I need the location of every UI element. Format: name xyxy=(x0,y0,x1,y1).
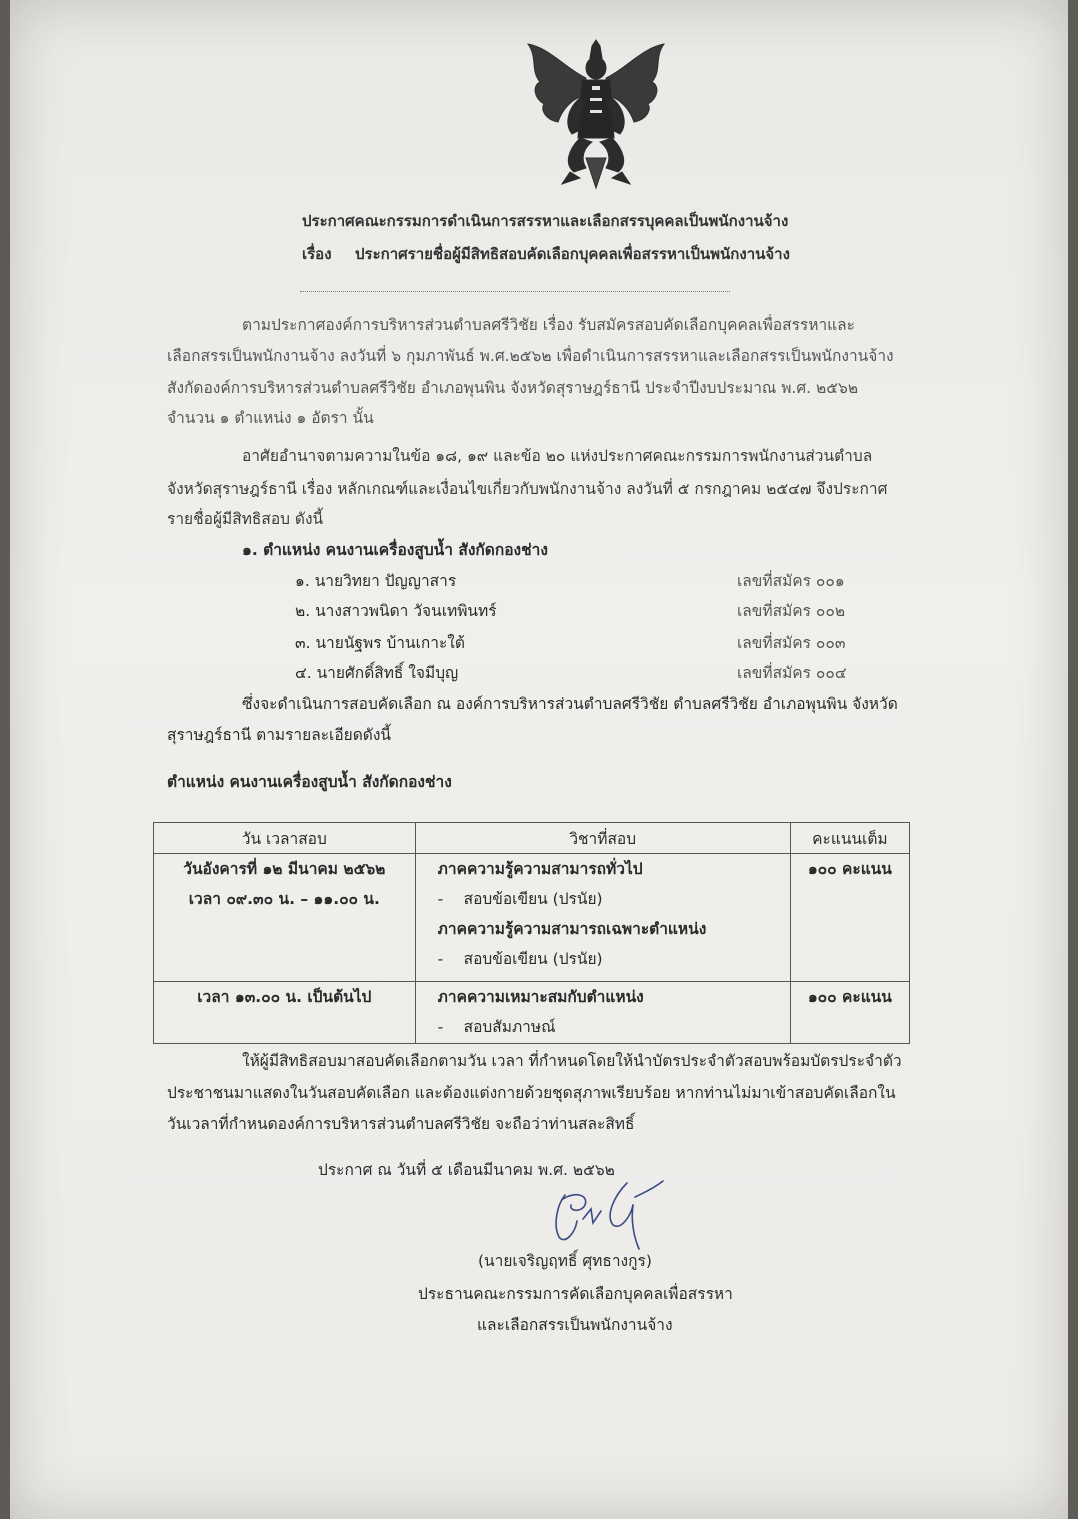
candidate-name: ๓. นายนัฐพร บ้านเกาะใต้ xyxy=(295,634,465,652)
header-full-score: คะแนนเต็ม xyxy=(790,823,909,854)
candidate-name: ๔. นายศักดิ์สิทธิ์ ใจมีบุญ xyxy=(295,664,459,682)
table-header-row xyxy=(154,823,910,854)
instruction-line: ให้ผู้มีสิทธิสอบมาสอบคัดเลือกตามวัน เวลา ที่กำหนดโดยให้นำบัตรประจำตัวสอบพร้อมบัตรประจำตัว xyxy=(242,1052,902,1070)
venue-line: สุราษฎร์ธานี ตามรายละเอียดดังนี้ xyxy=(167,726,392,744)
intro-line: เลือกสรรเป็นพนักงานจ้าง ลงวันที่ ๖ กุมภาพันธ์ พ.ศ.๒๕๖๒ เพื่อดำเนินการสรรหาและเลือกสรรเป็นพนักงานจ้าง xyxy=(167,347,894,365)
application-number: เลขที่สมัคร ๐๐๔ xyxy=(737,664,847,682)
signatory-title: ประธานคณะกรรมการคัดเลือกบุคคลเพื่อสรรหา xyxy=(418,1285,733,1303)
subject-suitability: ภาคความเหมาะสมกับตำแหน่ง xyxy=(437,988,644,1006)
subject-cell xyxy=(415,982,790,1044)
exam-date: วันอังคารที่ ๑๒ มีนาคม ๒๕๖๒ xyxy=(183,860,386,878)
score-cell xyxy=(790,854,909,982)
announcement-subject: ประกาศรายชื่อผู้มีสิทธิสอบคัดเลือกบุคคลเพื่อสรรหาเป็นพนักงานจ้าง xyxy=(355,245,790,263)
subject-cell xyxy=(415,854,790,982)
dash-marker: - xyxy=(437,1018,444,1036)
authority-line: รายชื่อผู้มีสิทธิสอบ ดังนี้ xyxy=(167,510,324,528)
signature-icon xyxy=(535,1175,675,1255)
table-heading: ตำแหน่ง คนงานเครื่องสูบน้ำ สังกัดกองช่าง xyxy=(167,773,452,791)
signatory-name: (นายเจริญฤทธิ์ ศุทธางกูร) xyxy=(478,1252,652,1270)
application-number: เลขที่สมัคร ๐๐๓ xyxy=(737,634,846,652)
subject-general: ภาคความรู้ความสามารถทั่วไป xyxy=(437,860,643,878)
date-time-cell xyxy=(154,854,416,982)
position-heading: ๑. ตำแหน่ง คนงานเครื่องสูบน้ำ สังกัดกองช่าง xyxy=(242,541,548,559)
header-date-time: วัน เวลาสอบ xyxy=(154,823,416,854)
intro-line: จำนวน ๑ ตำแหน่ง ๑ อัตรา นั้น xyxy=(167,409,374,427)
table-row xyxy=(154,854,910,982)
signatory-title: และเลือกสรรเป็นพนักงานจ้าง xyxy=(477,1316,673,1334)
subject-detail: - สอบข้อเขียน (ปรนัย) xyxy=(416,944,790,974)
subject-detail: - สอบข้อเขียน (ปรนัย) xyxy=(416,884,790,914)
garuda-emblem-icon xyxy=(510,38,680,198)
subject-specific: ภาคความรู้ความสามารถเฉพาะตำแหน่ง xyxy=(437,920,707,938)
application-number: เลขที่สมัคร ๐๐๒ xyxy=(737,602,846,620)
intro-line: สังกัดองค์การบริหารส่วนตำบลศรีวิชัย อำเภอพุนพิน จังหวัดสุราษฎร์ธานี ประจำปีงบประมาณ พ.ศ. ๒๕๖๒ xyxy=(167,379,859,397)
full-score: ๑๐๐ คะแนน xyxy=(807,860,892,878)
candidate-name: ๑. นายวิทยา ปัญญาสาร xyxy=(295,572,457,590)
instruction-line: ประชาชนมาแสดงในวันสอบคัดเลือก และต้องแต่งกายด้วยชุดสุภาพเรียบร้อย หากท่านไม่มาเข้าสอบคัดเลือกใน xyxy=(167,1084,896,1102)
date-time-cell xyxy=(154,982,416,1044)
dash-marker: - xyxy=(437,950,444,968)
subject-label: เรื่อง xyxy=(302,245,332,263)
full-score: ๑๐๐ คะแนน xyxy=(807,988,892,1006)
exam-time: เวลา ๐๙.๓๐ น. – ๑๑.๐๐ น. xyxy=(188,890,380,908)
venue-line: ซึ่งจะดำเนินการสอบคัดเลือก ณ องค์การบริหารส่วนตำบลศรีวิชัย ตำบลศรีวิชัย อำเภอพุนพิน จังหวัด xyxy=(242,695,898,713)
title-divider xyxy=(300,291,730,292)
table-row xyxy=(154,982,910,1044)
application-number: เลขที่สมัคร ๐๐๑ xyxy=(737,572,845,590)
candidate-name: ๒. นางสาวพนิดา วัจนเทพินทร์ xyxy=(295,602,497,620)
dash-marker: - xyxy=(437,890,444,908)
exam-schedule-table xyxy=(153,822,910,1044)
instruction-line: วันเวลาที่กำหนดองค์การบริหารส่วนตำบลศรีวิชัย จะถือว่าท่านสละสิทธิ์ xyxy=(167,1115,635,1133)
authority-line: อาศัยอำนาจตามความในข้อ ๑๘, ๑๙ และข้อ ๒๐ แห่งประกาศคณะกรรมการพนักงานส่วนตำบล xyxy=(242,447,873,465)
subject-detail: - สอบสัมภาษณ์ xyxy=(416,1012,790,1042)
score-cell xyxy=(790,982,909,1044)
exam-time: เวลา ๑๓.๐๐ น. เป็นต้นไป xyxy=(197,988,372,1006)
header-subject: วิชาที่สอบ xyxy=(415,823,790,854)
intro-line: ตามประกาศองค์การบริหารส่วนตำบลศรีวิชัย เรื่อง รับสมัครสอบคัดเลือกบุคคลเพื่อสรรหาและ xyxy=(242,316,855,334)
announce-date: ประกาศ ณ วันที่ ๕ เดือนมีนาคม พ.ศ. ๒๕๖๒ xyxy=(318,1161,615,1179)
authority-line: จังหวัดสุราษฎร์ธานี เรื่อง หลักเกณฑ์และเงื่อนไขเกี่ยวกับพนักงานจ้าง ลงวันที่ ๕ กรกฎาคม ๒๕๔๗ จึงประกาศ xyxy=(167,480,888,498)
announcement-title: ประกาศคณะกรรมการดำเนินการสรรหาและเลือกสรรบุคคลเป็นพนักงานจ้าง xyxy=(302,212,789,230)
